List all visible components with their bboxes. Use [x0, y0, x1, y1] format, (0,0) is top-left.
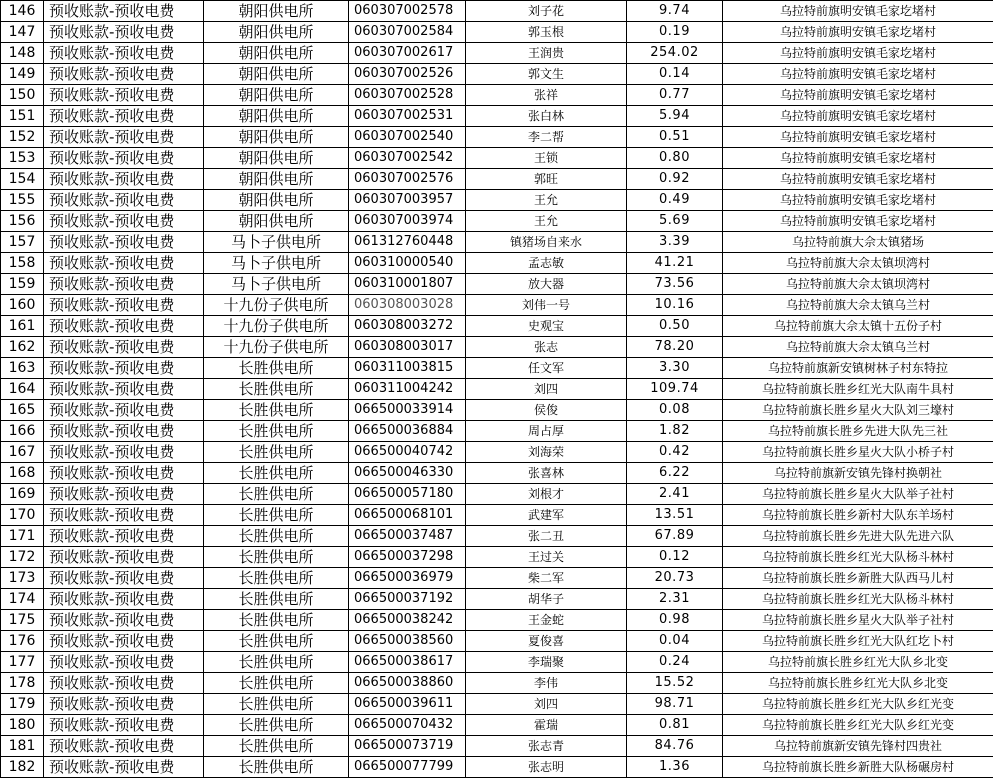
customer-name-cell: 张志 [466, 337, 627, 358]
row-index: 147 [1, 22, 44, 43]
account-number-cell: 066500037298 [349, 547, 466, 568]
account-number-cell: 060308003028 [349, 295, 466, 316]
address-cell: 乌拉特前旗大佘太镇坝湾村 [723, 274, 993, 295]
power-station-cell: 朝阳供电所 [204, 127, 349, 148]
account-number-cell: 066500037487 [349, 526, 466, 547]
address-cell: 乌拉特前旗长胜乡红光大队乡北变 [723, 673, 993, 694]
row-index: 166 [1, 421, 44, 442]
amount-cell: 2.41 [627, 484, 723, 505]
customer-name-cell: 刘子花 [466, 1, 627, 22]
table-row [1, 400, 993, 421]
address-cell: 乌拉特前旗长胜乡先进大队先三社 [723, 421, 993, 442]
amount-cell: 3.39 [627, 232, 723, 253]
address-cell: 乌拉特前旗长胜乡红光大队红圪卜村 [723, 631, 993, 652]
account-type-cell: 预收账款-预收电费 [44, 610, 204, 631]
table-row [1, 253, 993, 274]
customer-name-cell: 李二帮 [466, 127, 627, 148]
table-row [1, 43, 993, 64]
address-cell: 乌拉特前旗长胜乡新胜大队西马儿村 [723, 568, 993, 589]
account-number-cell: 066500077799 [349, 757, 466, 778]
row-index: 151 [1, 106, 44, 127]
power-station-cell: 朝阳供电所 [204, 22, 349, 43]
account-number-cell: 060311003815 [349, 358, 466, 379]
row-index: 182 [1, 757, 44, 778]
account-number-cell: 060307002542 [349, 148, 466, 169]
account-type-cell: 预收账款-预收电费 [44, 106, 204, 127]
row-index: 181 [1, 736, 44, 757]
account-number-cell: 066500038560 [349, 631, 466, 652]
address-cell: 乌拉特前旗明安镇毛家圪堵村 [723, 22, 993, 43]
amount-cell: 9.74 [627, 1, 723, 22]
power-station-cell: 朝阳供电所 [204, 64, 349, 85]
customer-name-cell: 史观宝 [466, 316, 627, 337]
table-row [1, 127, 993, 148]
customer-name-cell: 周占厚 [466, 421, 627, 442]
amount-cell: 6.22 [627, 463, 723, 484]
address-cell: 乌拉特前旗大佘太镇坝湾村 [723, 253, 993, 274]
row-index: 162 [1, 337, 44, 358]
power-station-cell: 长胜供电所 [204, 421, 349, 442]
account-type-cell: 预收账款-预收电费 [44, 211, 204, 232]
row-index: 156 [1, 211, 44, 232]
address-cell: 乌拉特前旗长胜乡红光大队乡红光变 [723, 715, 993, 736]
account-type-cell: 预收账款-预收电费 [44, 64, 204, 85]
amount-cell: 13.51 [627, 505, 723, 526]
table-body [1, 1, 993, 778]
account-type-cell: 预收账款-预收电费 [44, 379, 204, 400]
account-number-cell: 060307002584 [349, 22, 466, 43]
customer-name-cell: 刘海荣 [466, 442, 627, 463]
account-number-cell: 066500070432 [349, 715, 466, 736]
amount-cell: 84.76 [627, 736, 723, 757]
amount-cell: 3.30 [627, 358, 723, 379]
row-index: 173 [1, 568, 44, 589]
account-type-cell: 预收账款-预收电费 [44, 421, 204, 442]
power-station-cell: 朝阳供电所 [204, 190, 349, 211]
address-cell: 乌拉特前旗明安镇毛家圪堵村 [723, 1, 993, 22]
amount-cell: 0.42 [627, 442, 723, 463]
account-type-cell: 预收账款-预收电费 [44, 1, 204, 22]
account-number-cell: 060307002578 [349, 1, 466, 22]
amount-cell: 109.74 [627, 379, 723, 400]
account-number-cell: 060307003974 [349, 211, 466, 232]
power-station-cell: 长胜供电所 [204, 505, 349, 526]
amount-cell: 254.02 [627, 43, 723, 64]
customer-name-cell: 郭旺 [466, 169, 627, 190]
address-cell: 乌拉特前旗新安镇树林子村东特拉 [723, 358, 993, 379]
amount-cell: 5.94 [627, 106, 723, 127]
table-row [1, 106, 993, 127]
power-station-cell: 长胜供电所 [204, 694, 349, 715]
account-number-cell: 060308003272 [349, 316, 466, 337]
address-cell: 乌拉特前旗大佘太镇乌兰村 [723, 337, 993, 358]
address-cell: 乌拉特前旗明安镇毛家圪堵村 [723, 43, 993, 64]
power-station-cell: 长胜供电所 [204, 358, 349, 379]
amount-cell: 0.19 [627, 22, 723, 43]
address-cell: 乌拉特前旗明安镇毛家圪堵村 [723, 169, 993, 190]
table-row [1, 757, 993, 778]
row-index: 161 [1, 316, 44, 337]
table-row [1, 22, 993, 43]
account-number-cell: 066500033914 [349, 400, 466, 421]
row-index: 154 [1, 169, 44, 190]
row-index: 170 [1, 505, 44, 526]
customer-name-cell: 张祥 [466, 85, 627, 106]
account-number-cell: 061312760448 [349, 232, 466, 253]
customer-name-cell: 镇猪场自来水 [466, 232, 627, 253]
account-number-cell: 066500036884 [349, 421, 466, 442]
address-cell: 乌拉特前旗明安镇毛家圪堵村 [723, 211, 993, 232]
account-type-cell: 预收账款-预收电费 [44, 442, 204, 463]
power-station-cell: 十九份子供电所 [204, 295, 349, 316]
customer-name-cell: 郭文生 [466, 64, 627, 85]
account-type-cell: 预收账款-预收电费 [44, 253, 204, 274]
address-cell: 乌拉特前旗长胜乡红光大队杨斗林村 [723, 547, 993, 568]
row-index: 153 [1, 148, 44, 169]
account-type-cell: 预收账款-预收电费 [44, 694, 204, 715]
address-cell: 乌拉特前旗长胜乡新胜大队杨碾房村 [723, 757, 993, 778]
customer-name-cell: 郭玉根 [466, 22, 627, 43]
row-index: 149 [1, 64, 44, 85]
account-type-cell: 预收账款-预收电费 [44, 358, 204, 379]
power-station-cell: 十九份子供电所 [204, 337, 349, 358]
power-station-cell: 朝阳供电所 [204, 211, 349, 232]
row-index: 160 [1, 295, 44, 316]
account-type-cell: 预收账款-预收电费 [44, 715, 204, 736]
address-cell: 乌拉特前旗新安镇先锋村四贵社 [723, 736, 993, 757]
account-type-cell: 预收账款-预收电费 [44, 631, 204, 652]
account-type-cell: 预收账款-预收电费 [44, 85, 204, 106]
account-type-cell: 预收账款-预收电费 [44, 526, 204, 547]
address-cell: 乌拉特前旗明安镇毛家圪堵村 [723, 64, 993, 85]
amount-cell: 73.56 [627, 274, 723, 295]
table-row [1, 1, 993, 22]
row-index: 150 [1, 85, 44, 106]
account-type-cell: 预收账款-预收电费 [44, 400, 204, 421]
account-number-cell: 066500038860 [349, 673, 466, 694]
account-type-cell: 预收账款-预收电费 [44, 463, 204, 484]
customer-name-cell: 孟志敏 [466, 253, 627, 274]
address-cell: 乌拉特前旗大佘太镇乌兰村 [723, 295, 993, 316]
table-row [1, 169, 993, 190]
amount-cell: 98.71 [627, 694, 723, 715]
customer-name-cell: 张志明 [466, 757, 627, 778]
account-type-cell: 预收账款-预收电费 [44, 295, 204, 316]
address-cell: 乌拉特前旗长胜乡红光大队乡北变 [723, 652, 993, 673]
power-station-cell: 长胜供电所 [204, 526, 349, 547]
account-type-cell: 预收账款-预收电费 [44, 43, 204, 64]
address-cell: 乌拉特前旗长胜乡红光大队南牛具村 [723, 379, 993, 400]
amount-cell: 15.52 [627, 673, 723, 694]
amount-cell: 0.12 [627, 547, 723, 568]
table-row [1, 547, 993, 568]
row-index: 163 [1, 358, 44, 379]
address-cell: 乌拉特前旗大佘太镇猪场 [723, 232, 993, 253]
amount-cell: 0.77 [627, 85, 723, 106]
account-number-cell: 066500036979 [349, 568, 466, 589]
row-index: 176 [1, 631, 44, 652]
table-row [1, 673, 993, 694]
row-index: 178 [1, 673, 44, 694]
customer-name-cell: 侯俊 [466, 400, 627, 421]
table-row [1, 64, 993, 85]
power-station-cell: 长胜供电所 [204, 673, 349, 694]
table-row [1, 568, 993, 589]
power-station-cell: 长胜供电所 [204, 652, 349, 673]
account-type-cell: 预收账款-预收电费 [44, 169, 204, 190]
customer-name-cell: 王过关 [466, 547, 627, 568]
account-number-cell: 066500040742 [349, 442, 466, 463]
account-type-cell: 预收账款-预收电费 [44, 547, 204, 568]
row-index: 172 [1, 547, 44, 568]
address-cell: 乌拉特前旗长胜乡星火大队举子社村 [723, 610, 993, 631]
customer-name-cell: 刘伟一号 [466, 295, 627, 316]
table-row [1, 715, 993, 736]
customer-name-cell: 放大器 [466, 274, 627, 295]
table-row [1, 358, 993, 379]
address-cell: 乌拉特前旗长胜乡星火大队举子社村 [723, 484, 993, 505]
power-station-cell: 朝阳供电所 [204, 1, 349, 22]
power-station-cell: 长胜供电所 [204, 631, 349, 652]
amount-cell: 0.04 [627, 631, 723, 652]
customer-name-cell: 王允 [466, 190, 627, 211]
row-index: 168 [1, 463, 44, 484]
power-station-cell: 长胜供电所 [204, 400, 349, 421]
power-station-cell: 朝阳供电所 [204, 85, 349, 106]
row-index: 157 [1, 232, 44, 253]
row-index: 175 [1, 610, 44, 631]
address-cell: 乌拉特前旗明安镇毛家圪堵村 [723, 190, 993, 211]
table-row [1, 274, 993, 295]
address-cell: 乌拉特前旗长胜乡新村大队东羊场村 [723, 505, 993, 526]
address-cell: 乌拉特前旗明安镇毛家圪堵村 [723, 106, 993, 127]
customer-name-cell: 李伟 [466, 673, 627, 694]
customer-name-cell: 武建军 [466, 505, 627, 526]
account-number-cell: 060307002617 [349, 43, 466, 64]
amount-cell: 5.69 [627, 211, 723, 232]
address-cell: 乌拉特前旗明安镇毛家圪堵村 [723, 148, 993, 169]
row-index: 146 [1, 1, 44, 22]
row-index: 159 [1, 274, 44, 295]
power-station-cell: 朝阳供电所 [204, 106, 349, 127]
address-cell: 乌拉特前旗长胜乡红光大队乡红光变 [723, 694, 993, 715]
amount-cell: 78.20 [627, 337, 723, 358]
customer-name-cell: 王润贵 [466, 43, 627, 64]
customer-name-cell: 王金蛇 [466, 610, 627, 631]
table-row [1, 421, 993, 442]
account-type-cell: 预收账款-预收电费 [44, 316, 204, 337]
account-number-cell: 066500046330 [349, 463, 466, 484]
row-index: 174 [1, 589, 44, 610]
amount-cell: 0.80 [627, 148, 723, 169]
amount-cell: 0.08 [627, 400, 723, 421]
table-row [1, 694, 993, 715]
table-row [1, 736, 993, 757]
row-index: 148 [1, 43, 44, 64]
customer-name-cell: 王允 [466, 211, 627, 232]
address-cell: 乌拉特前旗明安镇毛家圪堵村 [723, 127, 993, 148]
amount-cell: 0.14 [627, 64, 723, 85]
account-number-cell: 066500038617 [349, 652, 466, 673]
power-station-cell: 长胜供电所 [204, 547, 349, 568]
customer-name-cell: 霍瑞 [466, 715, 627, 736]
table-row [1, 148, 993, 169]
row-index: 164 [1, 379, 44, 400]
customer-name-cell: 胡华子 [466, 589, 627, 610]
account-type-cell: 预收账款-预收电费 [44, 673, 204, 694]
power-station-cell: 马卜子供电所 [204, 274, 349, 295]
account-number-cell: 066500038242 [349, 610, 466, 631]
row-index: 177 [1, 652, 44, 673]
customer-name-cell: 任文军 [466, 358, 627, 379]
customer-name-cell: 夏俊喜 [466, 631, 627, 652]
address-cell: 乌拉特前旗长胜乡星火大队刘三壕村 [723, 400, 993, 421]
power-station-cell: 十九份子供电所 [204, 316, 349, 337]
account-number-cell: 060311004242 [349, 379, 466, 400]
account-number-cell: 066500057180 [349, 484, 466, 505]
account-number-cell: 060307002540 [349, 127, 466, 148]
table-row [1, 463, 993, 484]
account-type-cell: 预收账款-预收电费 [44, 22, 204, 43]
account-type-cell: 预收账款-预收电费 [44, 190, 204, 211]
account-number-cell: 066500068101 [349, 505, 466, 526]
account-number-cell: 060307002531 [349, 106, 466, 127]
amount-cell: 0.24 [627, 652, 723, 673]
table-row [1, 379, 993, 400]
table-row [1, 589, 993, 610]
account-type-cell: 预收账款-预收电费 [44, 148, 204, 169]
account-type-cell: 预收账款-预收电费 [44, 736, 204, 757]
customer-name-cell: 刘四 [466, 379, 627, 400]
power-station-cell: 长胜供电所 [204, 757, 349, 778]
table-row [1, 526, 993, 547]
row-index: 167 [1, 442, 44, 463]
address-cell: 乌拉特前旗长胜乡先进大队先进六队 [723, 526, 993, 547]
account-type-cell: 预收账款-预收电费 [44, 337, 204, 358]
account-number-cell: 060307002528 [349, 85, 466, 106]
address-cell: 乌拉特前旗长胜乡星火大队小桥子村 [723, 442, 993, 463]
account-type-cell: 预收账款-预收电费 [44, 232, 204, 253]
customer-name-cell: 张白林 [466, 106, 627, 127]
row-index: 155 [1, 190, 44, 211]
account-number-cell: 060307002526 [349, 64, 466, 85]
table-row [1, 85, 993, 106]
amount-cell: 41.21 [627, 253, 723, 274]
row-index: 179 [1, 694, 44, 715]
customer-name-cell: 张志青 [466, 736, 627, 757]
power-station-cell: 长胜供电所 [204, 715, 349, 736]
amount-cell: 67.89 [627, 526, 723, 547]
customer-name-cell: 张二丑 [466, 526, 627, 547]
account-number-cell: 060307002576 [349, 169, 466, 190]
row-index: 180 [1, 715, 44, 736]
account-number-cell: 066500073719 [349, 736, 466, 757]
table-row [1, 316, 993, 337]
account-number-cell: 060308003017 [349, 337, 466, 358]
amount-cell: 0.98 [627, 610, 723, 631]
table-row [1, 190, 993, 211]
account-type-cell: 预收账款-预收电费 [44, 505, 204, 526]
customer-name-cell: 刘四 [466, 694, 627, 715]
table-row [1, 652, 993, 673]
power-station-cell: 长胜供电所 [204, 379, 349, 400]
power-station-cell: 朝阳供电所 [204, 169, 349, 190]
power-station-cell: 长胜供电所 [204, 484, 349, 505]
address-cell: 乌拉特前旗新安镇先锋村换朝社 [723, 463, 993, 484]
account-type-cell: 预收账款-预收电费 [44, 568, 204, 589]
account-number-cell: 066500039611 [349, 694, 466, 715]
account-type-cell: 预收账款-预收电费 [44, 484, 204, 505]
account-type-cell: 预收账款-预收电费 [44, 589, 204, 610]
customer-name-cell: 柴二军 [466, 568, 627, 589]
row-index: 152 [1, 127, 44, 148]
account-type-cell: 预收账款-预收电费 [44, 757, 204, 778]
amount-cell: 0.81 [627, 715, 723, 736]
account-number-cell: 060310001807 [349, 274, 466, 295]
power-station-cell: 长胜供电所 [204, 463, 349, 484]
amount-cell: 0.92 [627, 169, 723, 190]
row-index: 171 [1, 526, 44, 547]
table-row [1, 484, 993, 505]
amount-cell: 2.31 [627, 589, 723, 610]
power-station-cell: 朝阳供电所 [204, 148, 349, 169]
row-index: 169 [1, 484, 44, 505]
address-cell: 乌拉特前旗明安镇毛家圪堵村 [723, 85, 993, 106]
power-station-cell: 长胜供电所 [204, 442, 349, 463]
power-station-cell: 长胜供电所 [204, 610, 349, 631]
amount-cell: 0.51 [627, 127, 723, 148]
table-row [1, 505, 993, 526]
power-station-cell: 长胜供电所 [204, 589, 349, 610]
power-station-cell: 马卜子供电所 [204, 253, 349, 274]
power-station-cell: 朝阳供电所 [204, 43, 349, 64]
customer-name-cell: 刘根才 [466, 484, 627, 505]
amount-cell: 10.16 [627, 295, 723, 316]
amount-cell: 1.82 [627, 421, 723, 442]
table-row [1, 631, 993, 652]
account-number-cell: 060307003957 [349, 190, 466, 211]
table-row [1, 610, 993, 631]
table-row [1, 337, 993, 358]
amount-cell: 0.49 [627, 190, 723, 211]
customer-name-cell: 张喜林 [466, 463, 627, 484]
account-number-cell: 060310000540 [349, 253, 466, 274]
table-row [1, 232, 993, 253]
amount-cell: 20.73 [627, 568, 723, 589]
customer-name-cell: 王锁 [466, 148, 627, 169]
amount-cell: 1.36 [627, 757, 723, 778]
account-type-cell: 预收账款-预收电费 [44, 127, 204, 148]
account-number-cell: 066500037192 [349, 589, 466, 610]
table-row [1, 442, 993, 463]
customer-name-cell: 李瑞聚 [466, 652, 627, 673]
power-station-cell: 马卜子供电所 [204, 232, 349, 253]
account-type-cell: 预收账款-预收电费 [44, 274, 204, 295]
row-index: 158 [1, 253, 44, 274]
account-type-cell: 预收账款-预收电费 [44, 652, 204, 673]
address-cell: 乌拉特前旗长胜乡红光大队杨斗林村 [723, 589, 993, 610]
power-station-cell: 长胜供电所 [204, 736, 349, 757]
table-row [1, 295, 993, 316]
address-cell: 乌拉特前旗大佘太镇十五份子村 [723, 316, 993, 337]
table-row [1, 211, 993, 232]
power-station-cell: 长胜供电所 [204, 568, 349, 589]
row-index: 165 [1, 400, 44, 421]
amount-cell: 0.50 [627, 316, 723, 337]
